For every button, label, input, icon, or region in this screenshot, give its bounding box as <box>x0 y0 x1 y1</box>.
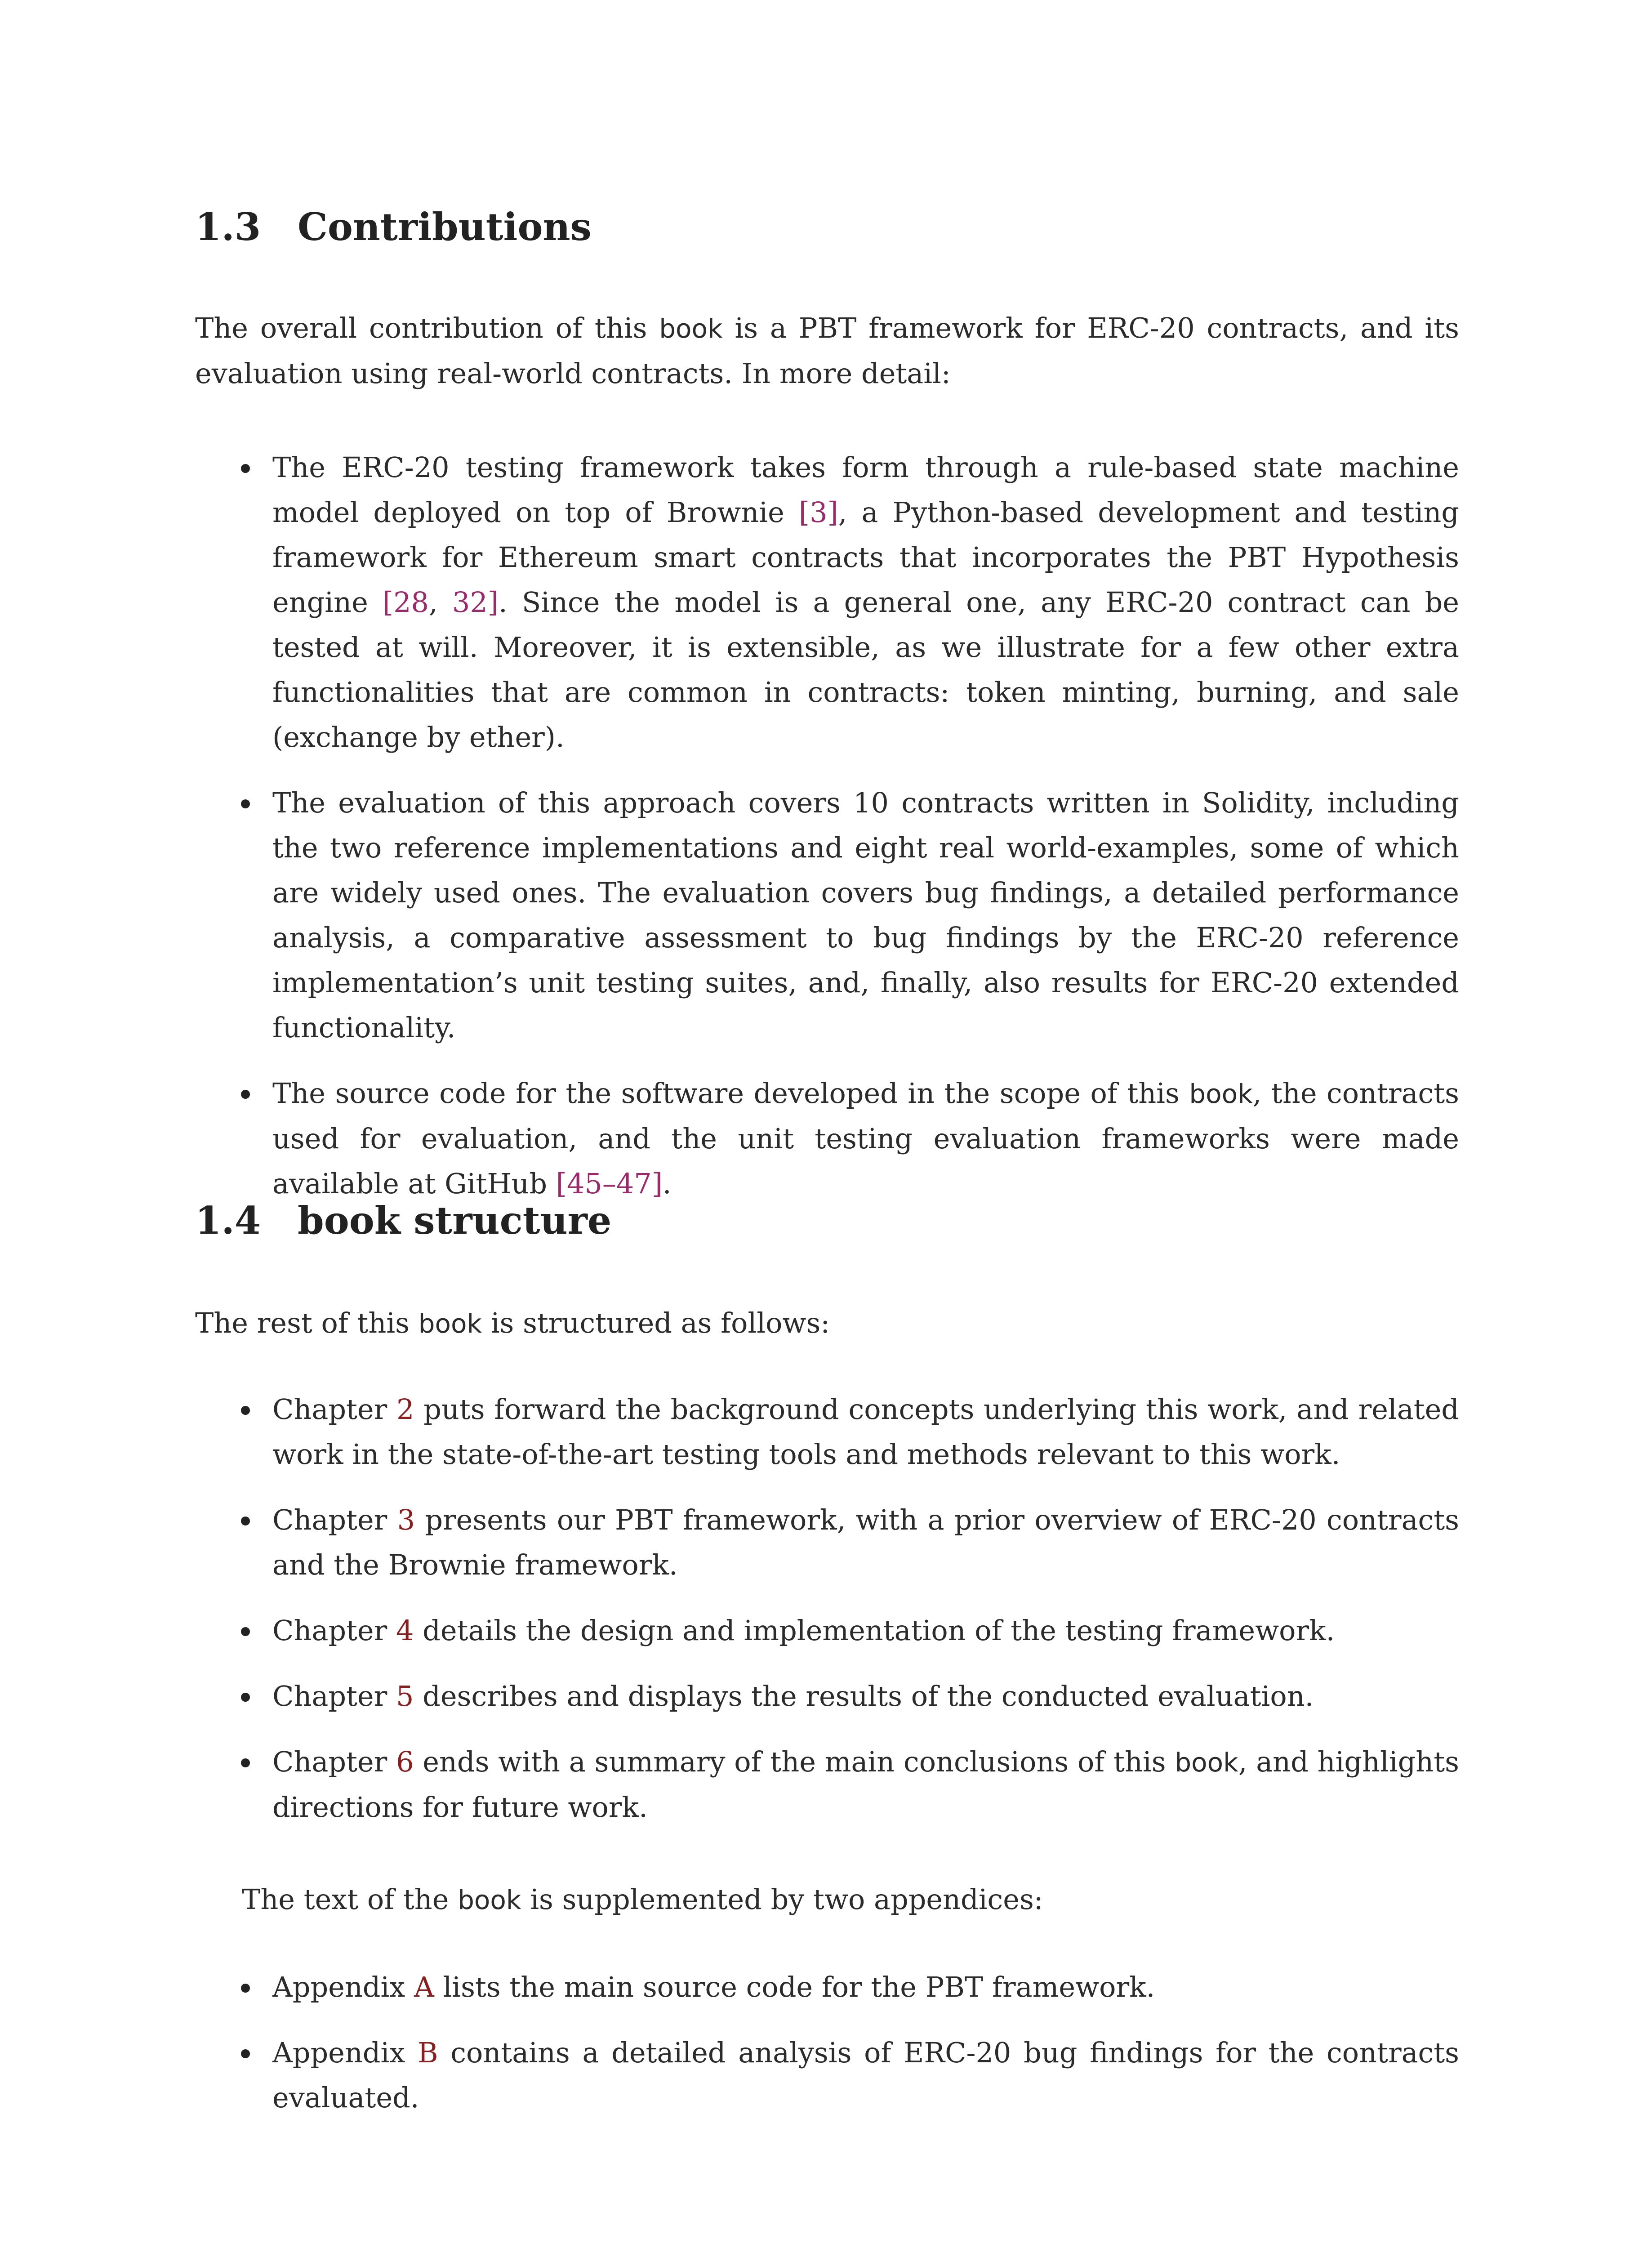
citation-link[interactable]: [28 <box>382 586 429 619</box>
list-item <box>195 1387 1459 1477</box>
list-item <box>195 1071 1459 1206</box>
section-number: 1.3 <box>195 205 261 249</box>
text-run: ends with a summary of the main conclusions of this <box>414 1745 1175 1778</box>
text-run: The text of the <box>242 1883 458 1916</box>
book-word: book <box>1175 1747 1238 1778</box>
bullet-icon <box>241 464 250 473</box>
list-item <box>195 1674 1459 1719</box>
citation-link[interactable]: [45–47] <box>556 1167 663 1200</box>
text-run: The ERC-20 testing framework takes form through a rule-based state machine model deployed on top of Brownie <box>272 451 1459 529</box>
bullet-icon <box>241 1758 250 1767</box>
text-run: The rest of this <box>195 1307 419 1339</box>
text-run: presents our PBT framework, with a prior overview of ERC-20 contracts and the Brownie framework. <box>272 1503 1459 1581</box>
text-run: Chapter <box>272 1680 396 1713</box>
chapter-link[interactable]: 4 <box>396 1614 414 1647</box>
citation-link[interactable]: [3] <box>798 496 838 529</box>
list-item <box>195 1498 1459 1588</box>
book-word: book <box>659 313 723 344</box>
section-heading-contributions <box>195 205 592 250</box>
appendix-link[interactable]: B <box>418 2036 438 2069</box>
text-run: Chapter <box>272 1393 397 1426</box>
appendix-list <box>195 1965 1459 2141</box>
citation-link[interactable]: 32] <box>452 586 499 619</box>
text-run: is a PBT framework for ERC-20 contracts, and its evaluation using real-world contracts. In more detail: <box>195 312 1459 390</box>
list-item <box>195 1608 1459 1653</box>
text-run: is structured as follows: <box>482 1307 830 1339</box>
chapter-link[interactable]: 2 <box>396 1393 414 1426</box>
bullet-icon <box>241 2049 250 2058</box>
text-run: puts forward the background concepts underlying this work, and related work in the state-of-the-art testing tools and methods relevant to this work. <box>272 1393 1459 1471</box>
chapter-link[interactable]: 3 <box>397 1503 415 1536</box>
section-heading-book-structure <box>195 1198 611 1243</box>
chapter-link[interactable]: 5 <box>396 1680 414 1713</box>
book-word: book <box>458 1885 521 1915</box>
text-run: details the design and implementation of the testing framework. <box>414 1614 1335 1647</box>
text-run: is supplemented by two appendices: <box>521 1883 1043 1916</box>
contributions-list <box>195 445 1459 1227</box>
book-word: book <box>1189 1079 1253 1109</box>
text-run: Chapter <box>272 1745 396 1778</box>
section-number: 1.4 <box>195 1198 261 1243</box>
book-word: book <box>418 1308 482 1339</box>
text-run: describes and displays the results of the conducted evaluation. <box>414 1680 1314 1713</box>
chapter-list <box>195 1387 1459 1851</box>
list-item <box>195 781 1459 1050</box>
text-run: contains a detailed analysis of ERC-20 bug findings for the contracts evaluated. <box>272 2036 1460 2114</box>
bullet-icon <box>241 799 250 808</box>
list-item <box>195 1740 1459 1830</box>
text-run: The evaluation of this approach covers 10 contracts written in Solidity, including the two reference implementations and eight real world-examples, some of which are widely used ones. The evaluation covers bug findings, a detailed performance analysis, a comparative assessment to bug findings by the ERC-20 reference implementation’s unit testing suites, and, finally, also results for ERC-20 extended functionality. <box>272 786 1459 1044</box>
text-run: The overall contribution of this <box>195 312 659 344</box>
list-item <box>195 1965 1459 2010</box>
bullet-icon <box>241 1517 250 1525</box>
text-run: Chapter <box>272 1614 396 1647</box>
text-run: . Since the model is a general one, any ERC-20 contract can be tested at will. Moreover, it is extensible, as we illustrate for a few other extra functionalities that are common in contracts: token minting, burning, and sale (exchange by ether). <box>272 586 1459 754</box>
text-run: , <box>429 586 452 619</box>
text-run: . <box>662 1167 672 1200</box>
text-run: , the contracts used for evaluation, and the unit testing evaluation frameworks were made available at GitHub <box>272 1077 1459 1200</box>
appendices-intro-paragraph <box>242 1877 1459 1922</box>
appendix-link[interactable]: A <box>414 1971 434 2003</box>
contributions-intro-paragraph <box>195 306 1459 396</box>
section-title: book structure <box>298 1198 612 1243</box>
bullet-icon <box>241 1984 250 1993</box>
text-run: Appendix <box>272 2036 418 2069</box>
list-item <box>195 445 1459 760</box>
bullet-icon <box>241 1627 250 1636</box>
section-title: Contributions <box>298 205 592 249</box>
structure-intro-paragraph <box>195 1301 1459 1346</box>
text-run: , and highlights directions for future work. <box>272 1745 1459 1824</box>
text-run: Appendix <box>272 1971 414 2003</box>
list-item <box>195 2030 1459 2120</box>
text-run: The source code for the software developed in the scope of this <box>272 1077 1189 1110</box>
bullet-icon <box>241 1090 250 1099</box>
bullet-icon <box>241 1693 250 1702</box>
text-run: , a Python-based development and testing framework for Ethereum smart contracts that incorporates the PBT Hypothesis engine <box>272 496 1459 619</box>
text-run: lists the main source code for the PBT framework. <box>434 1971 1155 2003</box>
text-run: Chapter <box>272 1503 397 1536</box>
bullet-icon <box>241 1406 250 1415</box>
chapter-link[interactable]: 6 <box>396 1745 414 1778</box>
